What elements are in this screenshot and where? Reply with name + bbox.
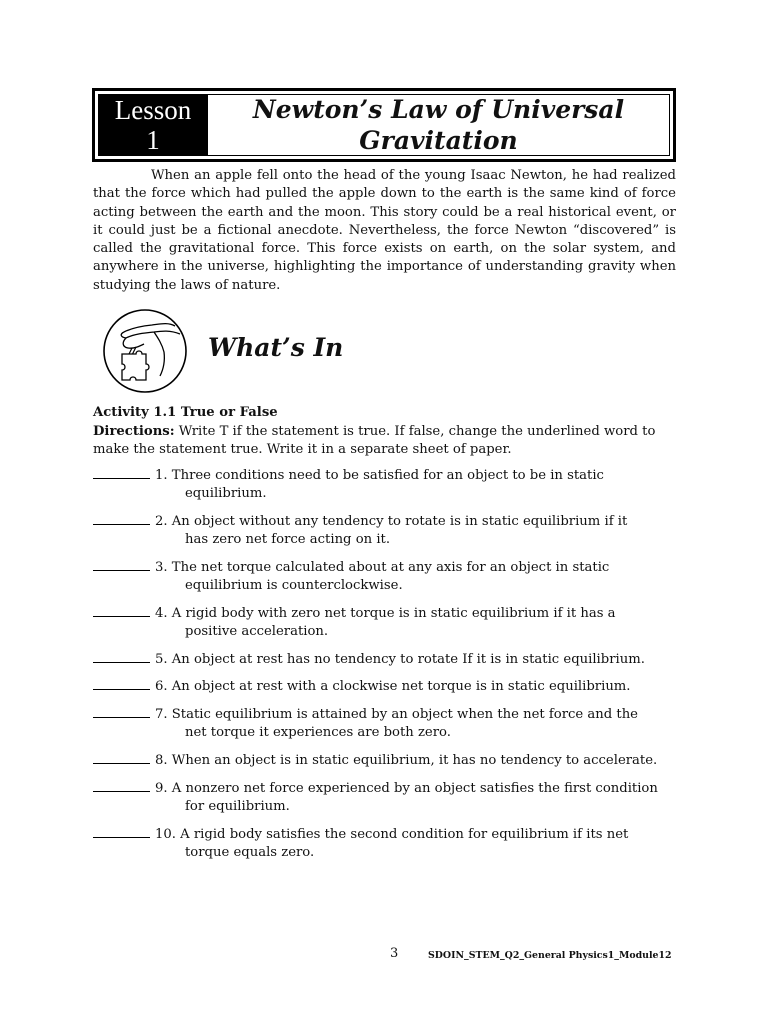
item-text-continued: equilibrium. <box>185 485 267 501</box>
item-text: 3. The net torque calculated about at any axis for an object in static <box>155 560 610 575</box>
hand-puzzle-piece-icon <box>102 308 188 394</box>
lesson-label-cell <box>99 95 207 155</box>
list-item <box>93 650 683 669</box>
list-item <box>93 825 683 861</box>
lesson-word: Lesson <box>114 95 192 125</box>
answer-blank[interactable] <box>93 466 150 479</box>
list-item <box>93 512 683 548</box>
lesson-header <box>92 88 676 162</box>
directions <box>93 423 676 458</box>
list-item <box>93 604 683 640</box>
item-text: 10. A rigid body satisfies the second condition for equilibrium if its net <box>155 827 629 842</box>
item-text-continued: equilibrium is counterclockwise. <box>185 577 403 593</box>
activity-title: Activity 1.1 True or False <box>93 405 278 420</box>
page-number: 3 <box>390 946 399 961</box>
lesson-title <box>207 95 669 155</box>
item-text-continued: torque equals zero. <box>185 844 315 860</box>
item-text: 9. A nonzero net force experienced by an object satisfies the first condition <box>155 781 658 796</box>
lesson-number: 1 <box>146 125 160 155</box>
item-text-continued: for equilibrium. <box>185 798 290 814</box>
answer-blank[interactable] <box>93 558 150 571</box>
list-item <box>93 779 683 815</box>
item-text-continued: positive acceleration. <box>185 623 329 639</box>
list-item <box>93 466 683 502</box>
item-text-continued: net torque it experiences are both zero. <box>185 724 451 740</box>
item-text: 4. A rigid body with zero net torque is in static equilibrium if it has a <box>155 606 616 621</box>
item-text: 2. An object without any tendency to rotate is in static equilibrium if it <box>155 514 628 529</box>
list-item <box>93 558 683 594</box>
directions-label: Directions: <box>93 424 175 439</box>
answer-blank[interactable] <box>93 705 150 718</box>
item-text-continued: has zero net force acting on it. <box>185 531 391 547</box>
lesson-title-line2: Gravitation <box>359 126 518 155</box>
answer-blank[interactable] <box>93 604 150 617</box>
item-text: 6. An object at rest with a clockwise net torque is in static equilibrium. <box>155 679 631 694</box>
answer-blank[interactable] <box>93 751 150 764</box>
list-item <box>93 705 683 741</box>
section-title: What’s In <box>208 333 344 362</box>
answer-blank[interactable] <box>93 779 150 792</box>
module-code: SDOIN_STEM_Q2_General Physics1_Module12 <box>428 950 672 961</box>
answer-blank[interactable] <box>93 677 150 690</box>
lesson-header-inner <box>98 94 670 156</box>
lesson-title-line1: Newton’s Law of Universal <box>252 95 625 124</box>
item-text: 7. Static equilibrium is attained by an object when the net force and the <box>155 707 638 722</box>
directions-text: Write T if the statement is true. If false, change the underlined word to make the statement true. Write it in a separate sheet of paper. <box>93 424 656 457</box>
answer-blank[interactable] <box>93 512 150 525</box>
item-text: 1. Three conditions need to be satisfied for an object to be in static <box>155 468 604 483</box>
intro-paragraph: When an apple fell onto the head of the young Isaac Newton, he had realized that the force which had pulled the apple down to the earth is the same kind of force acting between the earth and the moon. This story could be a real historical event, or it could just be a fictional anecdote. Nevertheless, the force Newton “discovered” is called the gravitational force. This force exists on earth, on the solar system, and anywhere in the universe, highlighting the importance of understanding gravity when studying the laws of nature. <box>93 168 676 293</box>
item-text: 5. An object at rest has no tendency to rotate If it is in static equilibrium. <box>155 652 645 667</box>
list-item <box>93 677 683 696</box>
item-text: 8. When an object is in static equilibrium, it has no tendency to accelerate. <box>155 753 658 768</box>
list-item <box>93 751 683 770</box>
answer-blank[interactable] <box>93 650 150 663</box>
answer-blank[interactable] <box>93 825 150 838</box>
